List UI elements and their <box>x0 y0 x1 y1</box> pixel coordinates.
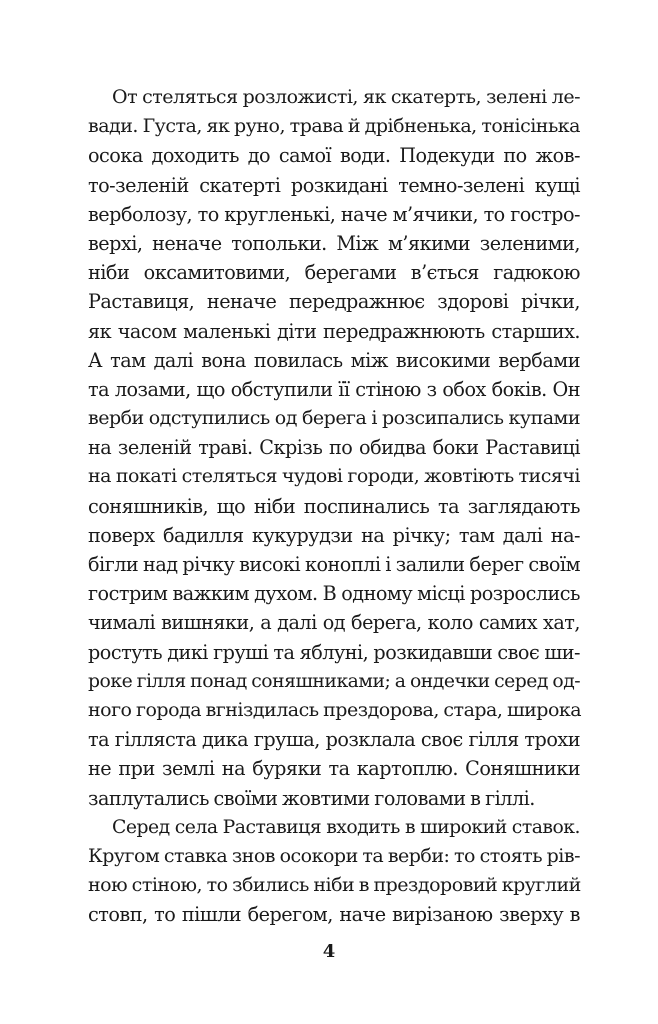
text-line: верби одступились од берега і розсипались купами <box>88 407 580 430</box>
page-number: 4 <box>322 941 336 962</box>
text-line: соняшників, що ніби поспинались та заглядають <box>88 494 580 518</box>
text-line: бігли над річку високі коноплі і залили берег своїм <box>88 553 580 576</box>
text-line: чималі вишняки, а далі од берега, коло самих хат, <box>88 611 580 635</box>
text-line: стовп, то пішли берегом, наче вирізаною зверху в <box>88 903 580 927</box>
body-text <box>88 83 580 929</box>
text-line: як часом маленькі діти передражнюють старших. <box>88 319 580 343</box>
text-line: на зеленій траві. Скрізь по обидва боки Раставиці <box>88 436 580 460</box>
text-line: не при землі на буряки та картоплю. Соняшники <box>88 757 580 781</box>
text-line: верхі, неначе топольки. Між м’якими зеленими, <box>88 231 580 255</box>
text-line: заплутались своїми жовтими головами в гіллі. <box>88 786 535 810</box>
text-line: ніби оксамитовими, берегами в’ється гадюкою <box>88 261 580 285</box>
text-line: верболозу, то кругленькі, наче м’ячики, то гостро- <box>88 202 580 226</box>
text-line: вади. Густа, як руно, трава й дрібненька, тонісінька <box>88 115 580 138</box>
text-line: гострим важким духом. В одному місці розрослись <box>88 582 580 606</box>
paragraph-2 <box>88 813 580 930</box>
text-line: ростуть дикі груші та яблуні, розкидавши своє ши- <box>88 640 580 664</box>
text-line: Раставиця, неначе передражнює здорові річки, <box>88 290 580 314</box>
text-line: на покаті стеляться чудові городи, жовтіють тисячі <box>88 465 580 488</box>
text-line: то-зеленій скатерті розкидані темно-зелені кущі <box>88 173 580 197</box>
text-line: Кругом ставка знов осокори та верби: то стоять рів- <box>88 844 580 867</box>
text-line: осока доходить до самої води. Подекуди по жов- <box>88 144 580 168</box>
text-line: От стеляться розложисті, як скатерть, зелені ле- <box>112 86 580 108</box>
text-line: та лозами, що обступили її стіною з обох боків. Он <box>88 377 580 401</box>
text-line: А там далі вона повилась між високими вербами <box>88 348 580 372</box>
text-line: Серед села Раставиця входить в широкий ставок. <box>112 816 580 838</box>
text-line: та гілляста дика груша, розклала своє гілля трохи <box>88 728 580 752</box>
text-line: ною стіною, то збились ніби в прездоровий круглий <box>88 874 581 897</box>
text-line: ного города вгніздилась прездорова, стара, широка <box>88 698 582 721</box>
text-line: поверх бадилля кукурудзи на річку; там далі на- <box>88 523 580 547</box>
paragraph-1 <box>88 83 580 813</box>
text-line: роке гілля понад соняшниками; а ондечки серед од- <box>88 670 581 692</box>
